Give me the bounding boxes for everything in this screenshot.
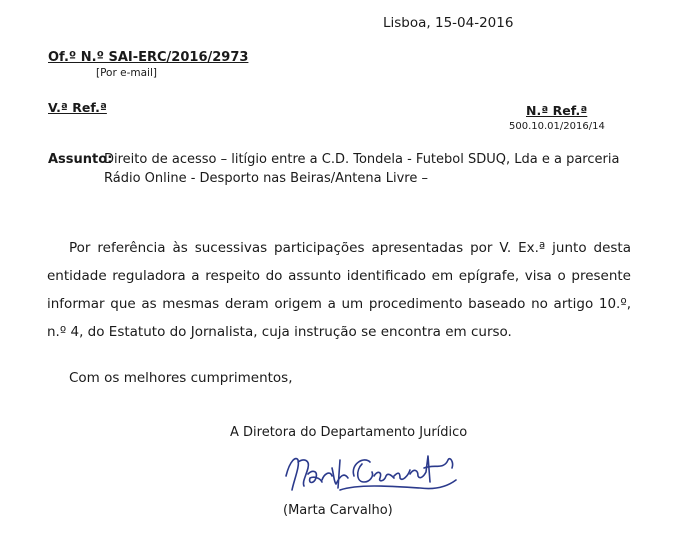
signatory-name: (Marta Carvalho) — [283, 503, 393, 518]
our-reference-label: N.ª Ref.ª — [526, 103, 588, 118]
delivery-method: [Por e-mail] — [96, 67, 157, 79]
handwritten-signature — [278, 446, 468, 506]
subject — [48, 150, 648, 188]
body-paragraph: Por referência às sucessivas participações apresentadas por V. Ex.ª junto desta entidade reguladora a respeito do assunto identificado em epígrafe, visa o presente informar que as mesmas deram origem a um procedimento baseado no artigo 10.º, n.º 4, do Estatuto do Jornalista, cuja instrução se encontra em curso. — [47, 240, 631, 340]
subject-label: Assunto: — [48, 152, 113, 167]
signatory-role: A Diretora do Departamento Jurídico — [230, 425, 468, 440]
place-date: Lisboa, 15-04-2016 — [383, 15, 514, 31]
your-reference-label: V.ª Ref.ª — [48, 100, 107, 115]
office-reference: Of.º N.º SAI-ERC/2016/2973 — [48, 50, 249, 65]
closing-line: Com os melhores cumprimentos, — [69, 370, 293, 386]
subject-text: Direito de acesso – litígio entre a C.D. Tondela - Futebol SDUQ, Lda e a parceria Rádio Online - Desporto nas Beiras/Antena Livre – — [104, 152, 620, 186]
our-reference-value: 500.10.01/2016/14 — [509, 121, 605, 132]
